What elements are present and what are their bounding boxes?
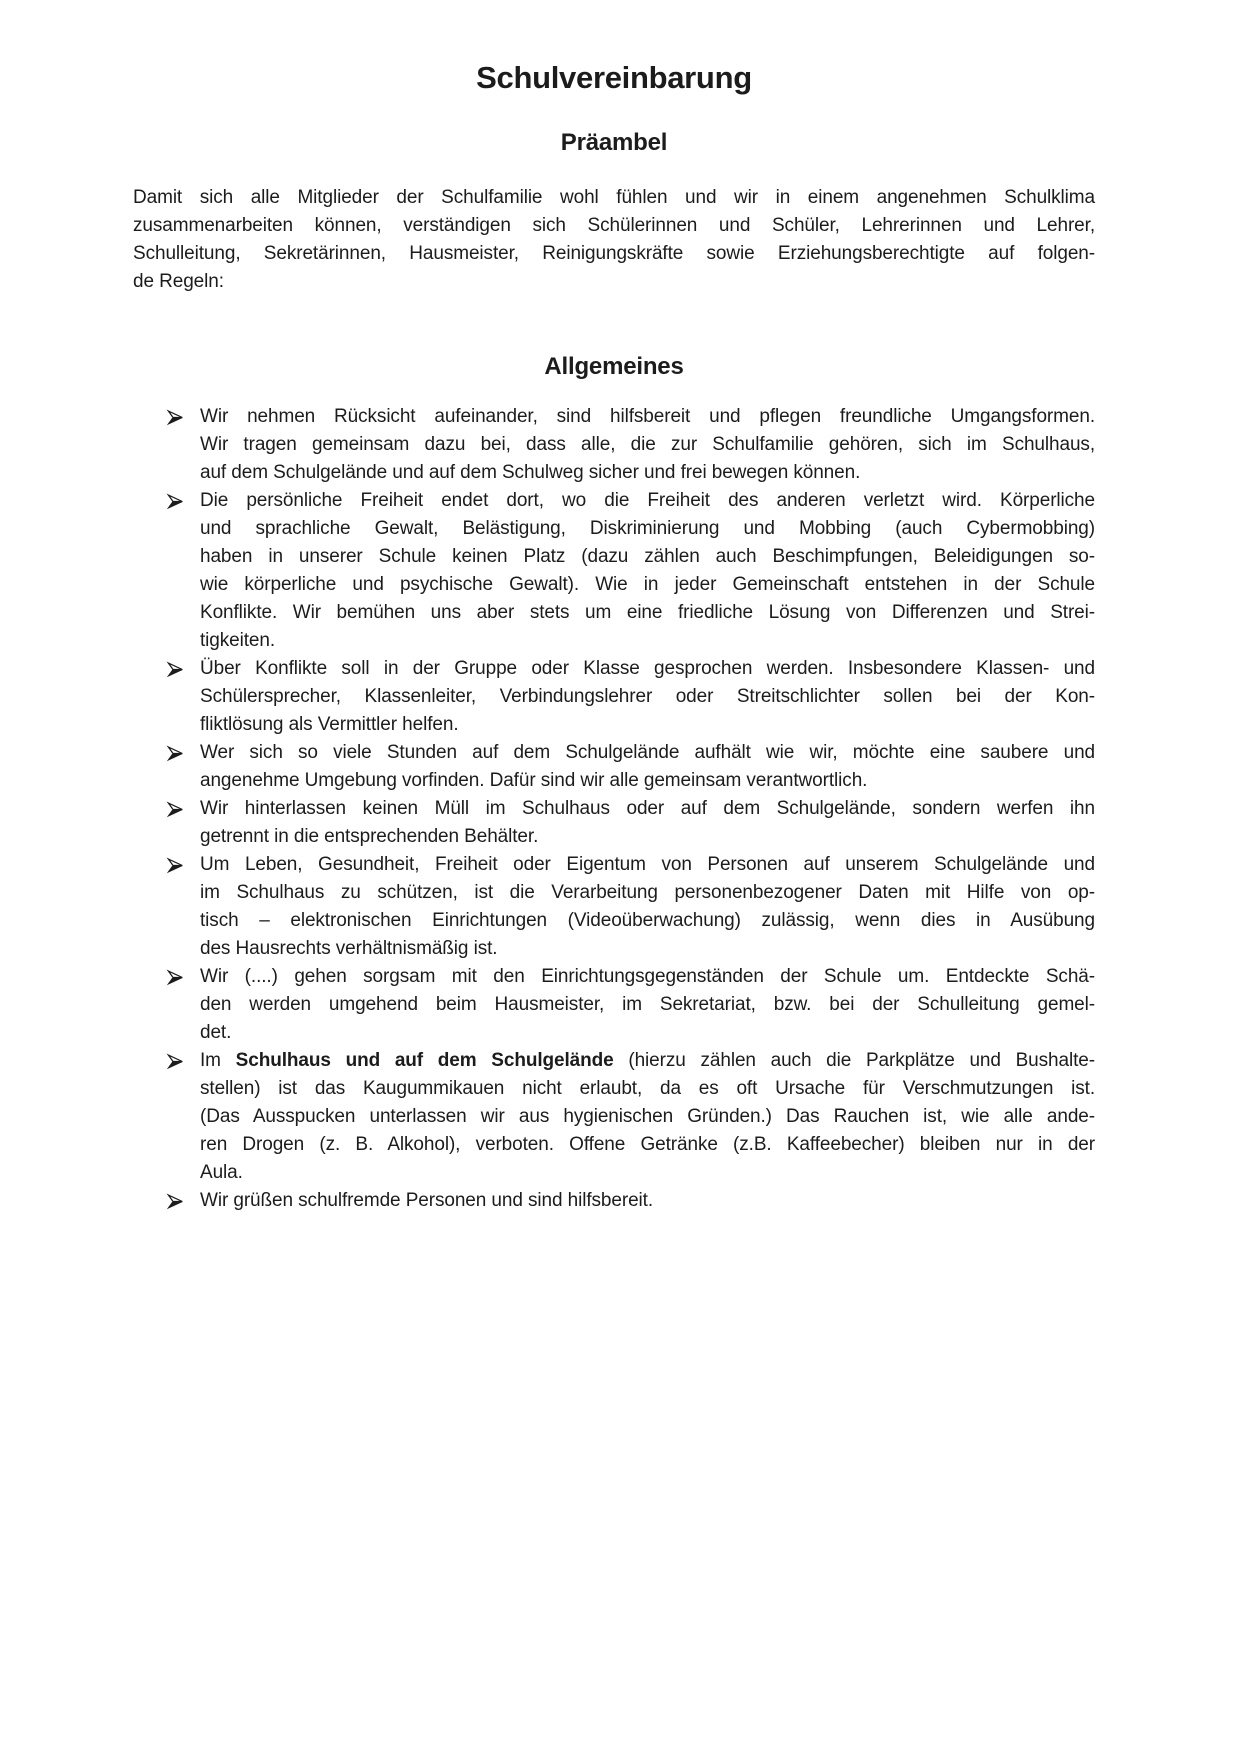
preamble-line: zusammenarbeiten können, verständigen sich Schülerinnen und Schüler, Lehrerinnen und Lehrer, (133, 215, 1095, 236)
rule-line: tisch – elektronischen Einrichtungen (Videoüberwachung) zulässig, wenn dies in Ausübung (200, 910, 1095, 931)
rule-item (133, 403, 1095, 487)
rule-line: fliktlösung als Vermittler helfen. (200, 714, 459, 735)
rule-line: Wer sich so viele Stunden auf dem Schulgelände aufhält wie wir, möchte eine saubere und (200, 742, 1095, 763)
three-d-arrowhead-right-icon (166, 856, 185, 875)
rule-line: angenehme Umgebung vorfinden. Dafür sind wir alle gemeinsam verantwortlich. (200, 770, 868, 791)
general-heading: Allgemeines (544, 353, 684, 380)
rule-line: Um Leben, Gesundheit, Freiheit oder Eigentum von Personen auf unserem Schulgelände und (200, 854, 1095, 875)
preamble-line: Schulleitung, Sekretärinnen, Hausmeister, Reinigungskräfte sowie Erziehungsberechtigte auf folgen- (133, 243, 1095, 264)
rule-line: Schülersprecher, Klassenleiter, Verbindungslehrer oder Streitschlichter sollen bei der Kon- (200, 686, 1095, 707)
preamble-paragraph (133, 184, 1095, 296)
preamble-line: de Regeln: (133, 271, 224, 292)
rule-line: haben in unserer Schule keinen Platz (dazu zählen auch Beschimpfungen, Beleidigungen so- (200, 546, 1095, 567)
preamble-line: Damit sich alle Mitglieder der Schulfamilie wohl fühlen und wir in einem angenehmen Schulklima (133, 187, 1095, 208)
three-d-arrowhead-right-icon (166, 1192, 185, 1211)
rule-line: im Schulhaus zu schützen, ist die Verarbeitung personenbezogener Daten mit Hilfe von op- (200, 882, 1095, 903)
rule-line: tigkeiten. (200, 630, 276, 651)
rule-line: Die persönliche Freiheit endet dort, wo die Freiheit des anderen verletzt wird. Körperliche (200, 490, 1095, 511)
three-d-arrowhead-right-icon (166, 408, 185, 427)
three-d-arrowhead-right-icon (166, 744, 185, 763)
rule-item (133, 1047, 1095, 1187)
rule-line: des Hausrechts verhältnismäßig ist. (200, 938, 498, 959)
rule-line (200, 1047, 1095, 1075)
three-d-arrowhead-right-icon (166, 1052, 185, 1071)
rule-line: Wir (....) gehen sorgsam mit den Einrichtungsgegenständen der Schule um. Entdeckte Schä- (200, 966, 1095, 987)
bold-text-run: Schulhaus und auf dem Schulgelände (235, 1050, 614, 1071)
rule-line: stellen) ist das Kaugummikauen nicht erlaubt, da es oft Ursache für Verschmutzungen ist. (200, 1078, 1095, 1099)
rule-line: wie körperliche und psychische Gewalt). Wie in jeder Gemeinschaft entstehen in der Schule (200, 574, 1095, 595)
rule-line: Konflikte. Wir bemühen uns aber stets um eine friedliche Lösung von Differenzen und Strei- (200, 602, 1095, 623)
rule-line: Aula. (200, 1162, 243, 1183)
document-title: Schulvereinbarung (476, 60, 752, 95)
text-run: Im (200, 1050, 236, 1071)
rule-line: getrennt in die entsprechenden Behälter. (200, 826, 539, 847)
preamble-heading: Präambel (560, 129, 668, 156)
three-d-arrowhead-right-icon (166, 968, 185, 987)
rule-line: Wir hinterlassen keinen Müll im Schulhaus oder auf dem Schulgelände, sondern werfen ihn (200, 798, 1095, 819)
rule-item (133, 1187, 1095, 1215)
rule-line: und sprachliche Gewalt, Belästigung, Diskriminierung und Mobbing (auch Cybermobbing) (200, 518, 1095, 539)
rule-line: den werden umgehend beim Hausmeister, im Sekretariat, bzw. bei der Schulleitung gemel- (200, 994, 1095, 1015)
rule-item (133, 851, 1095, 963)
rule-line: Wir tragen gemeinsam dazu bei, dass alle, die zur Schulfamilie gehören, sich im Schulhaus, (200, 434, 1095, 455)
rule-item (133, 795, 1095, 851)
rule-line: auf dem Schulgelände und auf dem Schulweg sicher und frei bewegen können. (200, 462, 861, 483)
rule-line: ren Drogen (z. B. Alkohol), verboten. Offene Getränke (z.B. Kaffeebecher) bleiben nur in der (200, 1134, 1095, 1155)
rules-list (133, 403, 1095, 1215)
rule-line: Wir nehmen Rücksicht aufeinander, sind hilfsbereit und pflegen freundliche Umgangsformen. (200, 406, 1095, 427)
rule-item (133, 487, 1095, 655)
rule-line: Wir grüßen schulfremde Personen und sind hilfsbereit. (200, 1190, 654, 1211)
rule-line: det. (200, 1022, 232, 1043)
rule-item (133, 655, 1095, 739)
rule-line: (Das Ausspucken unterlassen wir aus hygienischen Gründen.) Das Rauchen ist, wie alle ande- (200, 1106, 1095, 1127)
rule-item (133, 963, 1095, 1047)
text-run: (hierzu zählen auch die Parkplätze und Bushalte- (613, 1050, 1095, 1071)
three-d-arrowhead-right-icon (166, 800, 185, 819)
three-d-arrowhead-right-icon (166, 660, 185, 679)
rule-line: Über Konflikte soll in der Gruppe oder Klasse gesprochen werden. Insbesondere Klassen- und (200, 658, 1095, 679)
rule-item (133, 739, 1095, 795)
three-d-arrowhead-right-icon (166, 492, 185, 511)
